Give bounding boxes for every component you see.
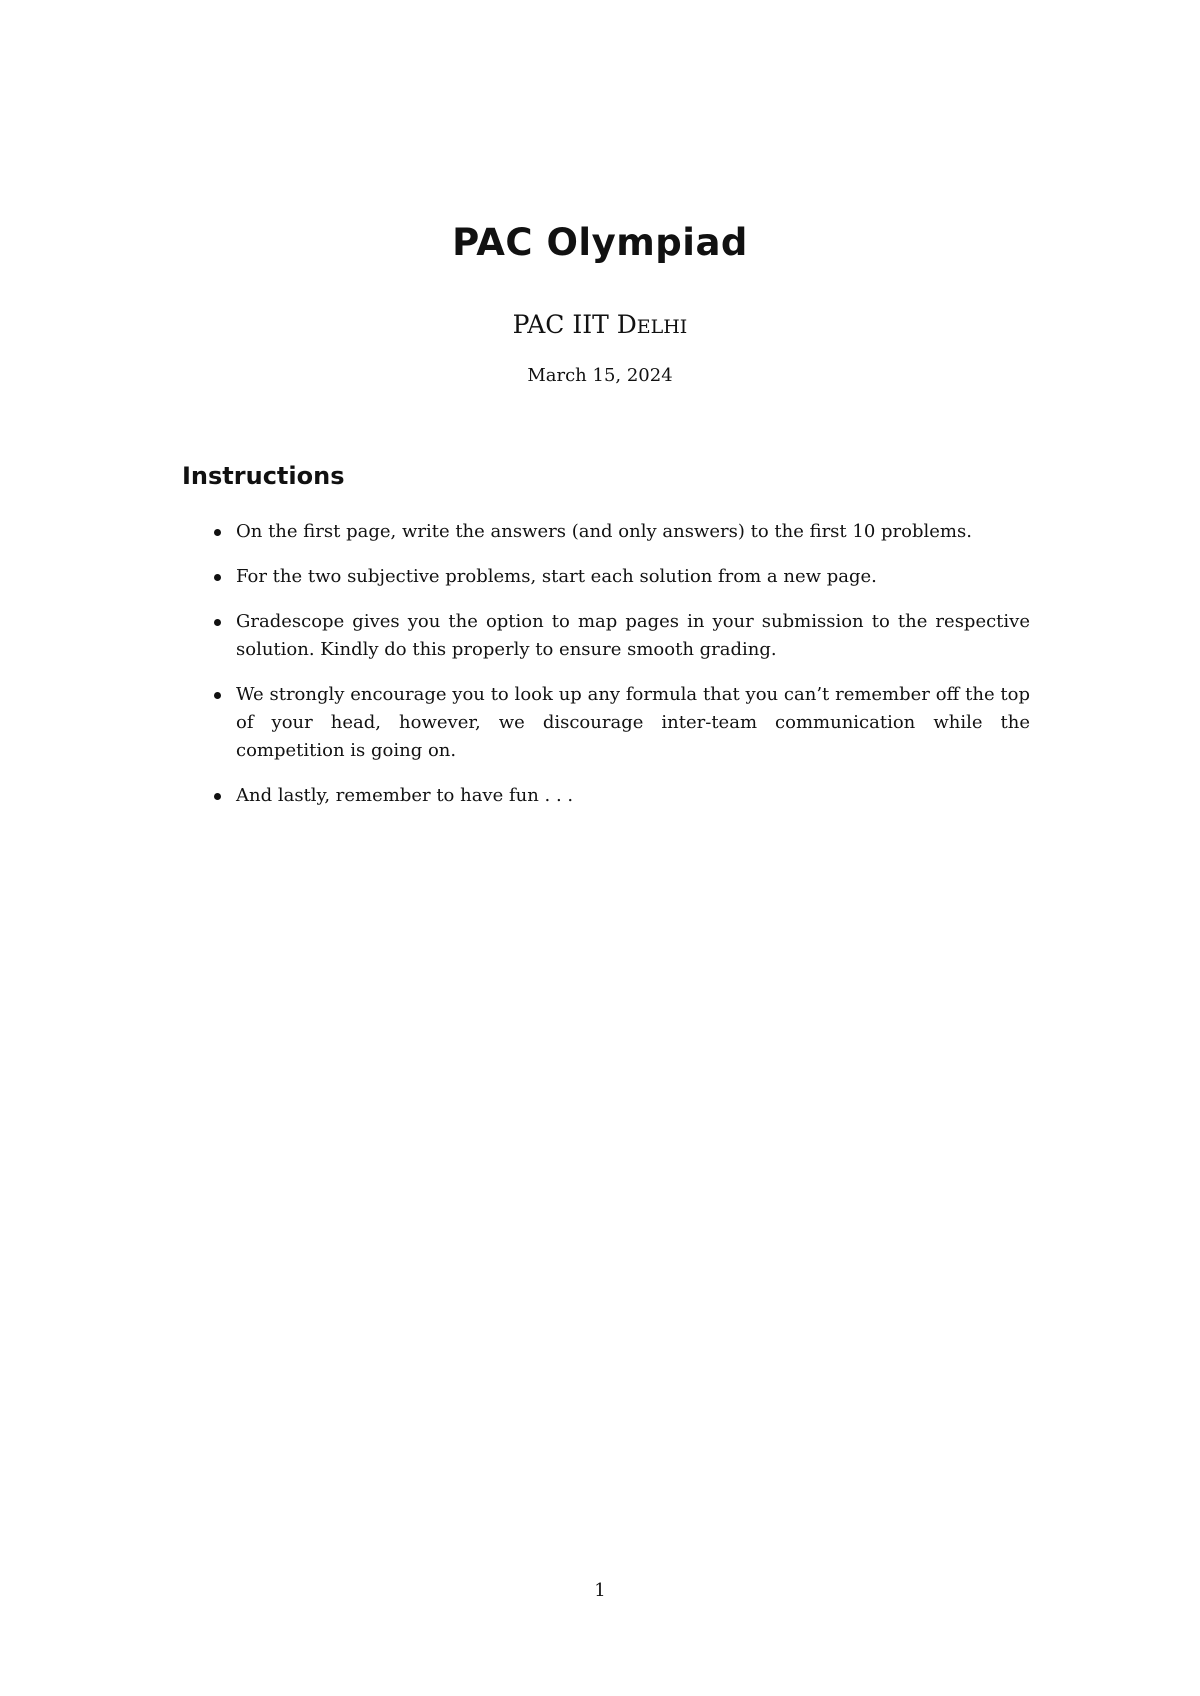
instruction-item: [210, 563, 1030, 591]
instructions-list: [210, 518, 1030, 827]
bullet-icon: [214, 619, 221, 626]
document-title: PAC Olympiad: [452, 221, 748, 264]
instruction-text: For the two subjective problems, start each solution from a new page.: [236, 566, 877, 587]
instruction-text: On the first page, write the answers (and only answers) to the first 10 problems.: [236, 521, 972, 542]
page-number: 1: [594, 1580, 606, 1601]
instruction-text: Gradescope gives you the option to map pages in your submission to the respective solution. Kindly do this properly to ensure smooth grading.: [236, 611, 1030, 660]
bullet-icon: [214, 692, 221, 699]
document-date: March 15, 2024: [527, 365, 673, 386]
bullet-icon: [214, 529, 221, 536]
author-cap: D: [616, 310, 637, 339]
bullet-icon: [214, 793, 221, 800]
instruction-text: And lastly, remember to have fun . . .: [236, 785, 574, 806]
author-prefix: PAC IIT: [512, 310, 617, 339]
instruction-item: [210, 681, 1030, 765]
section-heading-instructions: Instructions: [182, 462, 345, 490]
author-rest: ELHI: [636, 316, 688, 338]
document-author: [0, 312, 1200, 337]
instruction-item: [210, 608, 1030, 664]
instruction-item: [210, 518, 1030, 546]
instruction-item: [210, 782, 1030, 810]
instruction-text: We strongly encourage you to look up any formula that you can’t remember off the top of your head, however, we discourage inter-team communication while the competition is going on.: [236, 684, 1030, 761]
bullet-icon: [214, 574, 221, 581]
